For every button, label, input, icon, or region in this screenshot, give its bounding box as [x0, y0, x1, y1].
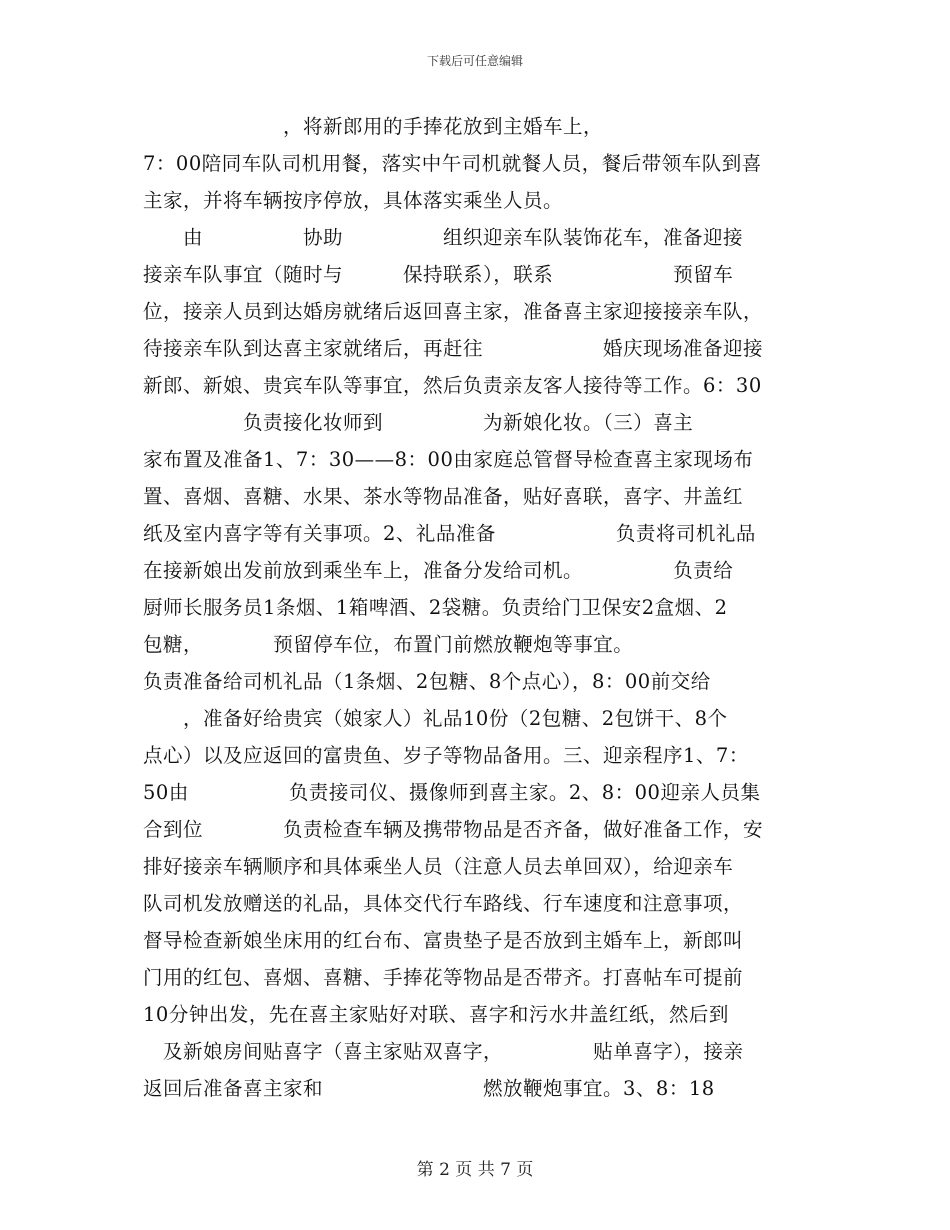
body-line: 家布置及准备1、7：30——8：00由家庭总管督导检查喜主家现场布: [143, 448, 754, 471]
body-line: 厨师长服务员1条烟、1箱啤酒、2袋糖。负责给门卫保安2盒烟、2: [143, 596, 728, 619]
body-line: ，将新郎用的手捧花放到主婚车上，: [143, 115, 604, 138]
body-line: 50由 负责接司仪、摄像师到喜主家。2、8：00迎亲人员集: [143, 781, 761, 804]
body-line: 及新娘房间贴喜字（喜主家贴双喜字， 贴单喜字），接亲: [143, 1040, 744, 1063]
body-line: 纸及室内喜字等有关事项。2、礼品准备 负责将司机礼品: [143, 522, 756, 545]
page-header-note: 下载后可任意编辑: [426, 54, 523, 68]
page-number: 第 2 页 共 7 页: [416, 1160, 534, 1180]
body-line: 待接亲车队到达喜主家就绪后，再赶往 婚庆现场准备迎接: [143, 337, 764, 360]
body-line: 包糖， 预留停车位，布置门前燃放鞭炮等事宜。: [143, 633, 634, 656]
body-line: 负责接化妆师到 为新娘化妆。（三）喜主: [143, 411, 694, 434]
body-line: 负责准备给司机礼品（1条烟、2包糖、8个点心），8：00前交给: [143, 670, 711, 693]
body-line: 10分钟出发，先在喜主家贴好对联、喜字和污水井盖红纸，然后到: [143, 1003, 729, 1026]
body-line: 新郎、新娘、贵宾车队等事宜，然后负责亲友客人接待等工作。6：30: [143, 374, 762, 397]
body-line: 接亲车队事宜（随时与 保持联系），联系 预留车: [143, 263, 734, 286]
body-line: 点心）以及应返回的富贵鱼、岁子等物品备用。三、迎亲程序1、7：: [143, 744, 749, 767]
body-line: 位，接亲人员到达婚房就绪后返回喜主家，准备喜主家迎接接亲车队，: [143, 300, 764, 323]
body-line: 7：00陪同车队司机用餐，落实中午司机就餐人员，餐后带领车队到喜: [143, 152, 762, 175]
body-line: 排好接亲车辆顺序和具体乘坐人员（注意人员去单回双），给迎亲车: [143, 855, 734, 878]
body-line: 合到位 负责检查车辆及携带物品是否齐备，做好准备工作，安: [143, 818, 764, 841]
body-line: 督导检查新娘坐床用的红台布、富贵垫子是否放到主婚车上，新郎叫: [143, 929, 744, 952]
body-line: 由 协助 组织迎亲车队装饰花车，准备迎接: [143, 226, 744, 249]
body-line: 门用的红包、喜烟、喜糖、手捧花等物品是否带齐。打喜帖车可提前: [143, 966, 744, 989]
body-line: 返回后准备喜主家和 燃放鞭炮事宜。3、8：18: [143, 1077, 715, 1100]
body-line: ，准备好给贵宾（娘家人）礼品10份（2包糖、2包饼干、8个: [143, 707, 728, 730]
body-line: 主家，并将车辆按序停放，具体落实乘坐人员。: [143, 189, 564, 212]
body-line: 在接新娘出发前放到乘坐车上，准备分发给司机。 负责给: [143, 559, 734, 582]
body-line: 置、喜烟、喜糖、水果、茶水等物品准备，贴好喜联，喜字、井盖红: [143, 485, 744, 508]
body-line: 队司机发放赠送的礼品，具体交代行车路线、行车速度和注意事项，: [143, 892, 744, 915]
